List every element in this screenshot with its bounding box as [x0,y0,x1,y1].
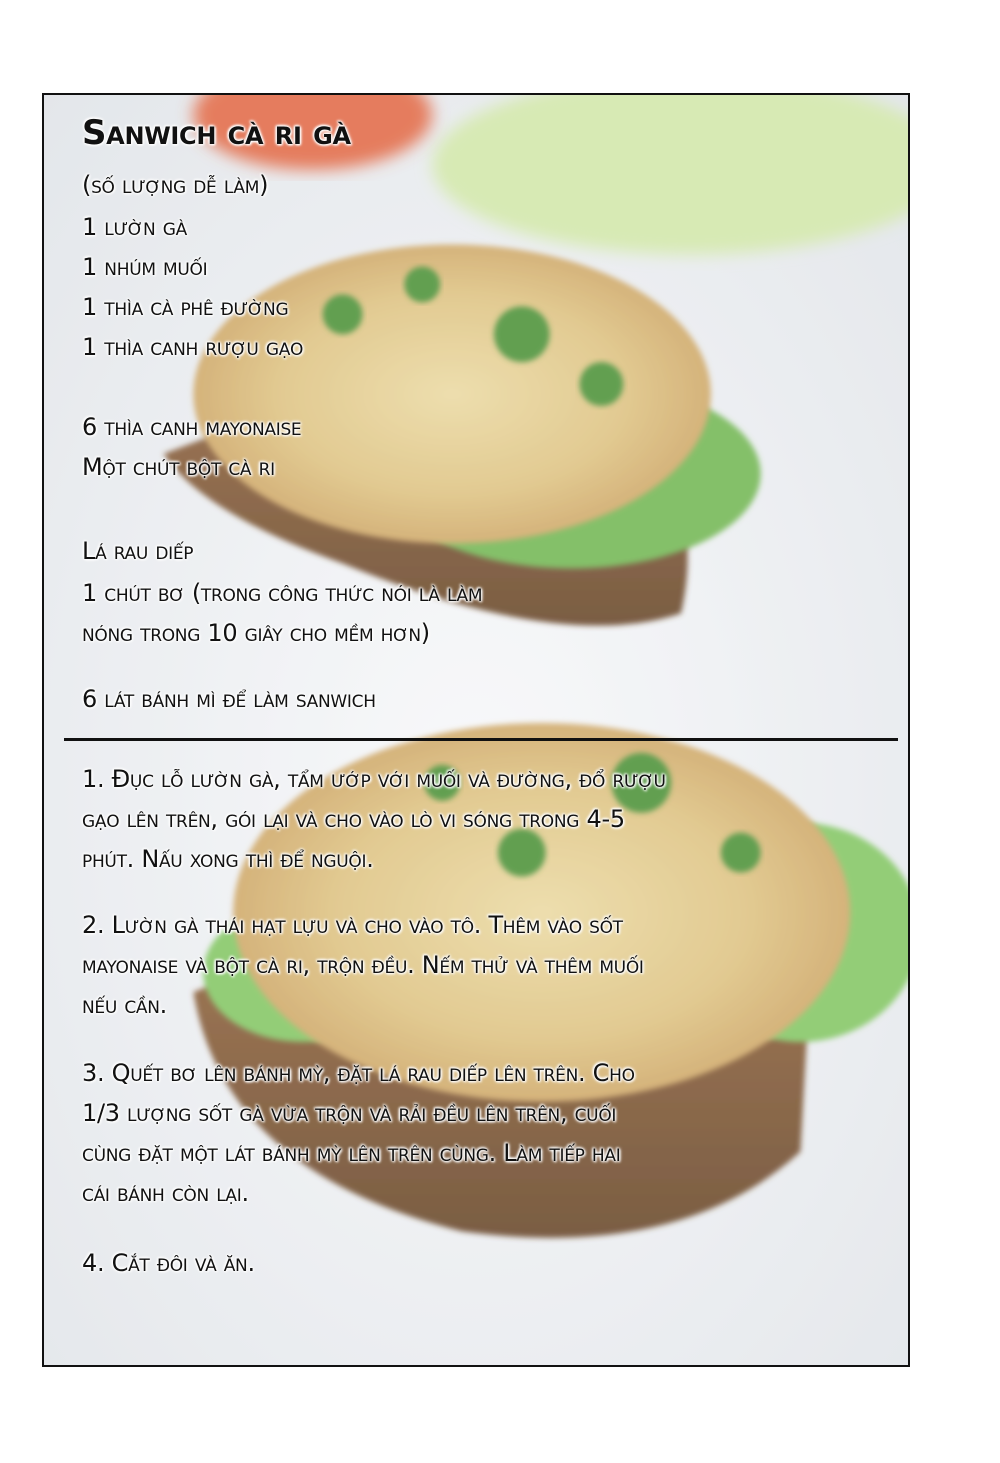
sandwich-photo [44,95,908,1365]
ingredient-item: 1 lườn gà [82,213,187,241]
step-line: nếu cần. [82,991,167,1019]
ingredient-item: Lá rau diếp [82,537,194,565]
step-line: cùng đặt một lát bánh mỳ lên trên cùng. Làm tiếp hai [82,1139,621,1167]
ingredient-item: 1 nhúm muối [82,253,208,281]
ingredient-item: nóng trong 10 giây cho mềm hơn) [82,619,430,647]
step-line: 4. Cắt đôi và ăn. [82,1249,255,1277]
ingredient-item: 1 chút bơ (trong công thức nói là làm [82,579,483,607]
ingredient-item: Một chút bột cà ri [82,453,275,481]
step-line: mayonaise và bột cà ri, trộn đều. Nếm thử và thêm muối [82,951,644,979]
step-line: 3. Quết bơ lên bánh mỳ, đặt lá rau diếp lên trên. Cho [82,1059,635,1087]
recipe-panel [42,93,910,1367]
step-line: 2. Lườn gà thái hạt lựu và cho vào tô. Thêm vào sốt [82,911,623,939]
ingredient-item: 1 thìa canh rượu gạo [82,333,304,361]
step-line: 1/3 lượng sốt gà vừa trộn và rải đều lên trên, cuối [82,1099,617,1127]
recipe-title: Sanwich cà ri gà [82,113,351,153]
step-line: cái bánh còn lại. [82,1179,249,1207]
step-line: 1. Đục lỗ lườn gà, tẩm ướp với muối và đường, đổ rượu [82,765,666,793]
step-line: gạo lên trên, gói lại và cho vào lò vi sóng trong 4-5 [82,805,625,833]
servings-note: (số lượng dễ làm) [82,171,269,199]
step-line: phút. Nấu xong thì để nguội. [82,845,374,873]
ingredient-item: 6 lát bánh mì để làm sanwich [82,685,376,713]
ingredient-item: 6 thìa canh mayonaise [82,413,302,441]
ingredient-item: 1 thìa cà phê đường [82,293,289,321]
section-divider [64,738,898,741]
